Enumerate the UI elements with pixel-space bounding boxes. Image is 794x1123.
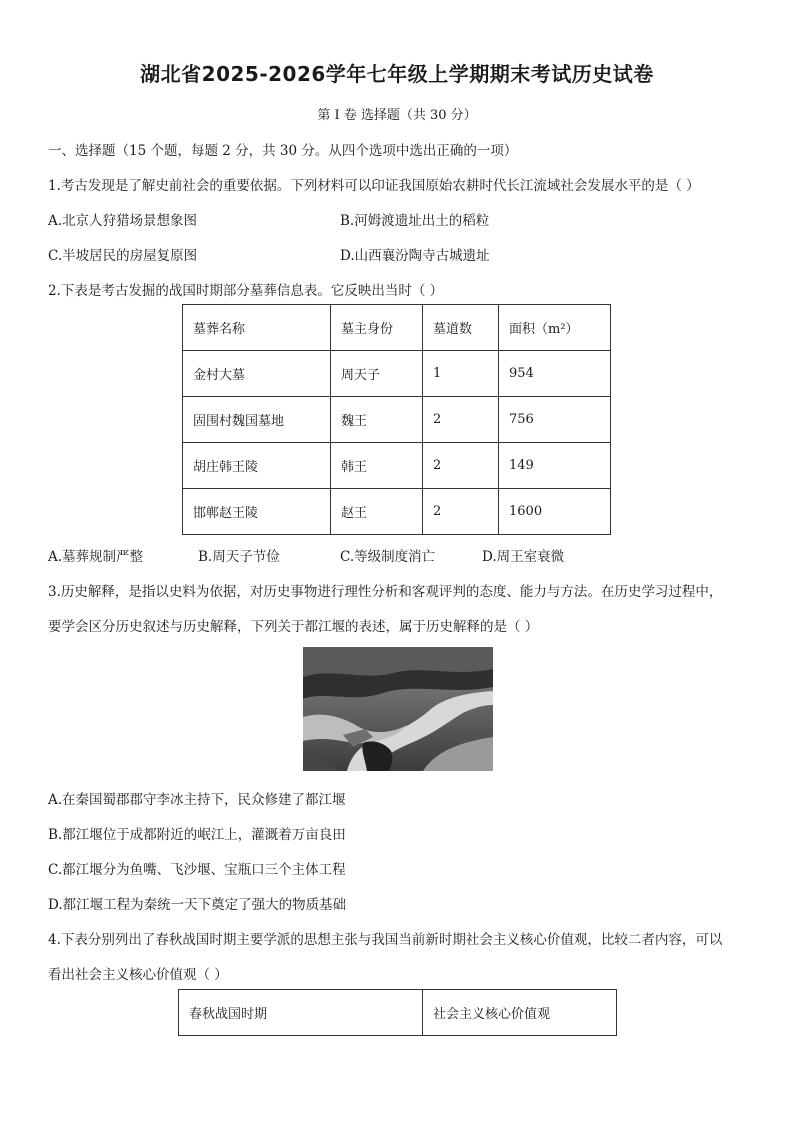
values-comparison-table — [178, 989, 617, 1036]
question-2-option-c[interactable]: C.等级制度消亡 — [340, 549, 436, 565]
table-cell: 金村大墓 — [183, 351, 331, 397]
table-cell: 邯郸赵王陵 — [183, 489, 331, 535]
tomb-info-table — [182, 304, 611, 535]
table-row — [183, 443, 611, 489]
table-header-row — [183, 305, 611, 351]
question-3-option-a[interactable]: A.在秦国蜀郡郡守李冰主持下，民众修建了都江堰 — [48, 792, 346, 808]
question-3-option-d[interactable]: D.都江堰工程为秦统一天下奠定了强大的物质基础 — [48, 897, 347, 913]
question-4-stem-line-2: 看出社会主义核心价值观（ ） — [48, 967, 228, 983]
table-cell: 1600 — [499, 489, 611, 535]
table-cell: 韩王 — [331, 443, 423, 489]
table-cell: 954 — [499, 351, 611, 397]
question-3-stem-line-2: 要学会区分历史叙述与历史解释，下列关于都江堰的表述，属于历史解释的是（ ） — [48, 619, 539, 635]
question-3-option-c[interactable]: C.都江堰分为鱼嘴、飞沙堰、宝瓶口三个主体工程 — [48, 862, 346, 878]
table-cell: 胡庄韩王陵 — [183, 443, 331, 489]
table-cell: 周天子 — [331, 351, 423, 397]
table-cell: 固围村魏国墓地 — [183, 397, 331, 443]
section-heading: 一、选择题（15 个题，每题 2 分，共 30 分。从四个选项中选出正确的一项） — [48, 143, 518, 159]
table-header-cell: 社会主义核心价值观 — [423, 990, 617, 1036]
table-header-cell: 春秋战国时期 — [179, 990, 423, 1036]
table-cell: 2 — [423, 443, 499, 489]
table-header-cell: 墓葬名称 — [183, 305, 331, 351]
question-2-option-b[interactable]: B.周天子节俭 — [198, 549, 280, 565]
table-row — [183, 351, 611, 397]
question-2-option-d[interactable]: D.周王室衰微 — [482, 549, 565, 565]
table-cell: 149 — [499, 443, 611, 489]
table-row — [183, 397, 611, 443]
question-1-option-c[interactable]: C.半坡居民的房屋复原图 — [48, 248, 198, 264]
question-3-stem-line-1: 3.历史解释，是指以史料为依据，对历史事物进行理性分析和客观评判的态度、能力与方法。在历史学习过程中， — [48, 584, 723, 600]
table-row — [183, 489, 611, 535]
table-cell: 2 — [423, 489, 499, 535]
question-2-stem: 2.下表是考古发掘的战国时期部分墓葬信息表。它反映出当时（ ） — [48, 283, 444, 299]
table-cell: 1 — [423, 351, 499, 397]
exam-title: 湖北省2025-2026学年七年级上学期期末考试历史试卷 — [140, 62, 654, 86]
table-header-row — [179, 990, 617, 1036]
table-cell: 魏王 — [331, 397, 423, 443]
question-1-option-a[interactable]: A.北京人狩猎场景想象图 — [48, 213, 198, 229]
table-header-cell: 墓主身份 — [331, 305, 423, 351]
table-cell: 2 — [423, 397, 499, 443]
question-1-option-d[interactable]: D.山西襄汾陶寺古城遗址 — [340, 248, 490, 264]
question-4-stem-line-1: 4.下表分别列出了春秋战国时期主要学派的思想主张与我国当前新时期社会主义核心价值观，比较二者内容，可以 — [48, 932, 723, 948]
dujiangyan-photo-illustration — [303, 647, 493, 771]
dujiangyan-aerial-photo — [303, 647, 493, 771]
table-header-cell: 墓道数 — [423, 305, 499, 351]
question-3-option-b[interactable]: B.都江堰位于成都附近的岷江上，灌溉着万亩良田 — [48, 827, 346, 843]
table-header-cell: 面积（m²） — [499, 305, 611, 351]
question-1-stem: 1.考古发现是了解史前社会的重要依据。下列材料可以印证我国原始农耕时代长江流域社会发展水平的是（ ） — [48, 178, 700, 194]
question-2-option-a[interactable]: A.墓葬规制严整 — [48, 549, 144, 565]
table-cell: 756 — [499, 397, 611, 443]
section-subtitle: 第 I 卷 选择题（共 30 分） — [317, 108, 477, 123]
question-1-option-b[interactable]: B.河姆渡遗址出土的稻粒 — [340, 213, 490, 229]
table-cell: 赵王 — [331, 489, 423, 535]
